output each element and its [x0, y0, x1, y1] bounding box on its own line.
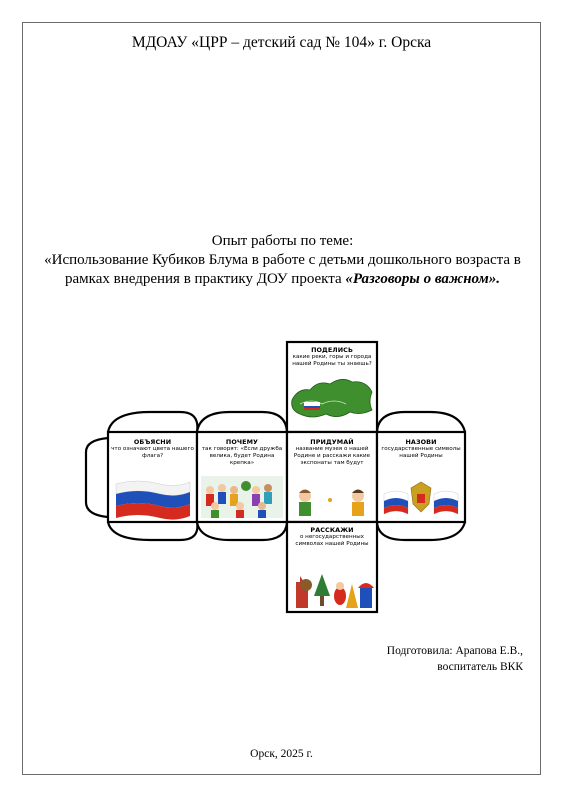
prepared-by-position: воспитатель ВКК: [437, 661, 523, 673]
prepared-by-line: Подготовила: Арапова Е.В.,: [386, 645, 523, 657]
prepared-by: [303, 643, 523, 675]
children-group-icon: [201, 476, 283, 518]
face-center-label: [290, 438, 374, 467]
face-top-title: ПОДЕЛИСЬ: [311, 346, 353, 354]
face-left-label: [111, 438, 194, 460]
face-top-text: какие реки, горы и города нашей Родины ты знаешь?: [292, 354, 372, 367]
face-bottom-title: РАССКАЖИ: [310, 526, 354, 534]
organization-header: МДОАУ «ЦРР – детский сад № 104» г. Орска: [131, 34, 432, 51]
face-center-left-title: ПОЧЕМУ: [225, 438, 259, 446]
face-right-label: [380, 438, 462, 460]
topic-emphasis: «Разговоры о важном».: [345, 271, 500, 287]
face-center-left-text: так говорят: «Если дружба велика, будет Родина крепка»: [201, 446, 283, 466]
tab-top-left-1: [108, 412, 197, 432]
footer-place-year: Орск, 2025 г.: [250, 748, 313, 760]
face-right-title: НАЗОВИ: [405, 438, 437, 446]
face-top-label: [291, 346, 373, 368]
face-left-title: ОБЪЯСНИ: [133, 438, 172, 446]
tab-bottom-left-2: [197, 522, 287, 540]
face-left-text: что означают цвета нашего флага?: [111, 446, 194, 459]
russian-flag-icon: [116, 481, 190, 520]
tab-bottom-left-1: [108, 522, 197, 540]
face-center-left-label: [200, 438, 284, 467]
tab-left: [86, 438, 108, 517]
tab-top-left-2: [197, 412, 287, 432]
face-center-text: название музея о нашей Родине и расскажи какие экспонаты там будут: [293, 446, 371, 466]
tab-bottom-right: [377, 522, 465, 540]
tab-top-right: [377, 412, 465, 432]
topic-text: «Использование Кубиков Блума в работе с детьми дошкольного возраста в рамках внедрения в практику ДОУ проекта: [44, 252, 521, 287]
face-bottom-text: о негосударственных символах нашей Родины: [295, 534, 369, 547]
face-center-title: ПРИДУМАЙ: [310, 438, 354, 446]
face-bottom-label: [290, 526, 374, 548]
topic-intro: Опыт работы по теме:: [211, 233, 354, 249]
face-right-text: государственные символы нашей Родины: [381, 446, 461, 459]
